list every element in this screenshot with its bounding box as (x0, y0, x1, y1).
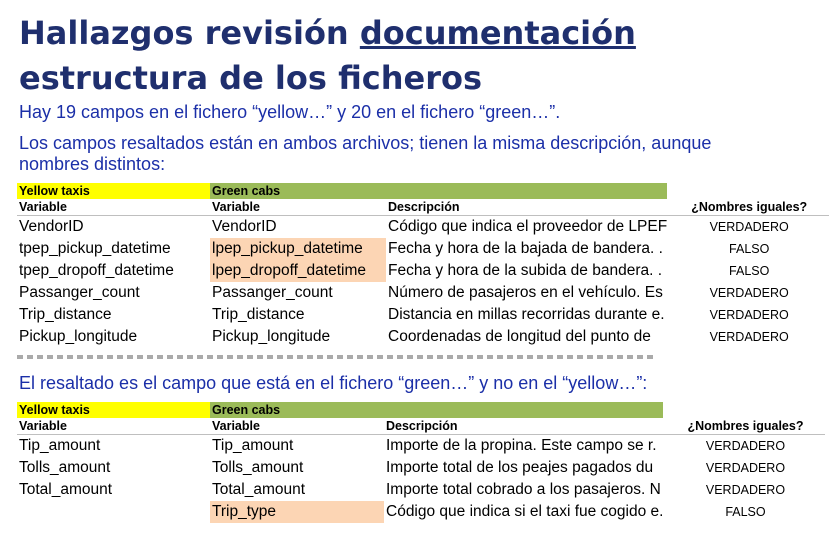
slide-title-line2: estructura de los ficheros (19, 59, 483, 97)
cell-variable-yellow: Tolls_amount (19, 459, 111, 476)
group-green-cabs: Green cabs (210, 183, 667, 199)
cell-variable-yellow: Pickup_longitude (19, 328, 138, 345)
cell-description: Coordenadas de longitud del punto de (388, 328, 651, 345)
cell-variable-green: Tolls_amount (212, 459, 304, 476)
table-row (17, 216, 829, 239)
table-row (17, 479, 825, 501)
cell-variable-green: VendorID (212, 218, 277, 235)
group-green-cabs: Green cabs (210, 402, 663, 418)
cell-variable-yellow: tpep_pickup_datetime (19, 240, 171, 257)
cell-variable-green: Tip_amount (212, 437, 294, 454)
col-header-variable-green: Variable (210, 418, 384, 435)
truncated-row-edge (17, 352, 657, 359)
cell-description: Importe total cobrado a los pasajeros. N (386, 481, 661, 498)
slide-title-line1 (19, 14, 636, 52)
cell-same-names: VERDADERO (709, 286, 789, 300)
cell-variable-green: Trip_type (210, 501, 384, 523)
column-header-row (17, 418, 825, 435)
table-row (17, 457, 825, 479)
table-row (17, 501, 825, 523)
cell-same-names: VERDADERO (705, 461, 786, 475)
cell-description: Distancia en millas recorridas durante e. (388, 306, 665, 323)
cell-same-names: FALSO (729, 242, 770, 256)
cell-variable-yellow: VendorID (19, 218, 84, 235)
table-row (17, 435, 825, 458)
col-header-same-names: ¿Nombres iguales? (667, 199, 829, 216)
table-row (17, 326, 829, 348)
cell-description: Fecha y hora de la subida de bandera. . (388, 262, 663, 279)
cell-description: Importe de la propina. Este campo se r. (386, 437, 657, 454)
group-yellow-taxis: Yellow taxis (17, 402, 210, 418)
title-underlined-word: documentación (359, 14, 636, 52)
cell-variable-green: Total_amount (212, 481, 306, 498)
cell-variable-yellow: Tip_amount (19, 437, 101, 454)
table-yellow-green-part1 (17, 183, 829, 348)
cell-variable-green: lpep_dropoff_datetime (210, 260, 386, 282)
col-header-same-names: ¿Nombres iguales? (663, 418, 825, 435)
cell-same-names: FALSO (729, 264, 770, 278)
cell-description: Fecha y hora de la bajada de bandera. . (388, 240, 663, 257)
cell-same-names: VERDADERO (709, 308, 789, 322)
table-yellow-green-part2 (17, 402, 825, 523)
cell-same-names: VERDADERO (709, 330, 789, 344)
cell-description: Número de pasajeros en el vehículo. Es (388, 284, 663, 301)
cell-description: Importe total de los peajes pagados du (386, 459, 654, 476)
group-header-row (17, 183, 829, 199)
middle-note: El resaltado es el campo que está en el fichero “green…” y no en el “yellow…”: (19, 373, 648, 393)
cell-variable-green: Passanger_count (212, 284, 333, 301)
group-yellow-taxis: Yellow taxis (17, 183, 210, 199)
intro-line2: Los campos resaltados están en ambos archivos; tienen la misma descripción, aunque nombres distintos: (19, 133, 712, 174)
cell-variable-green: Trip_distance (212, 306, 305, 323)
col-header-variable-yellow: Variable (17, 418, 210, 435)
title-prefix: Hallazgos revisión (19, 14, 360, 52)
cell-description: Código que indica si el taxi fue cogido e. (386, 503, 664, 520)
cell-same-names: VERDADERO (709, 220, 789, 234)
table-row (17, 260, 829, 282)
cell-variable-green: Pickup_longitude (212, 328, 331, 345)
col-header-variable-yellow: Variable (17, 199, 210, 216)
table-row (17, 238, 829, 260)
col-header-description: Descripción (384, 418, 663, 435)
group-header-row (17, 402, 825, 418)
cell-same-names: VERDADERO (705, 483, 786, 497)
cell-variable-yellow: Trip_distance (19, 306, 112, 323)
cell-variable-yellow (17, 501, 210, 523)
cell-variable-yellow: Passanger_count (19, 284, 140, 301)
cell-same-names: FALSO (725, 505, 766, 519)
cell-variable-yellow: Total_amount (19, 481, 113, 498)
intro-line1: Hay 19 campos en el fichero “yellow…” y 20 en el fichero “green…”. (19, 102, 561, 122)
column-header-row (17, 199, 829, 216)
col-header-description: Descripción (386, 199, 667, 216)
cell-description: Código que indica el proveedor de LPEF (388, 218, 668, 235)
table-row (17, 282, 829, 304)
table-row (17, 304, 829, 326)
cell-variable-green: lpep_pickup_datetime (210, 238, 386, 260)
cell-variable-yellow: tpep_dropoff_datetime (19, 262, 174, 279)
col-header-variable-green: Variable (210, 199, 386, 216)
cell-same-names: VERDADERO (705, 439, 786, 453)
